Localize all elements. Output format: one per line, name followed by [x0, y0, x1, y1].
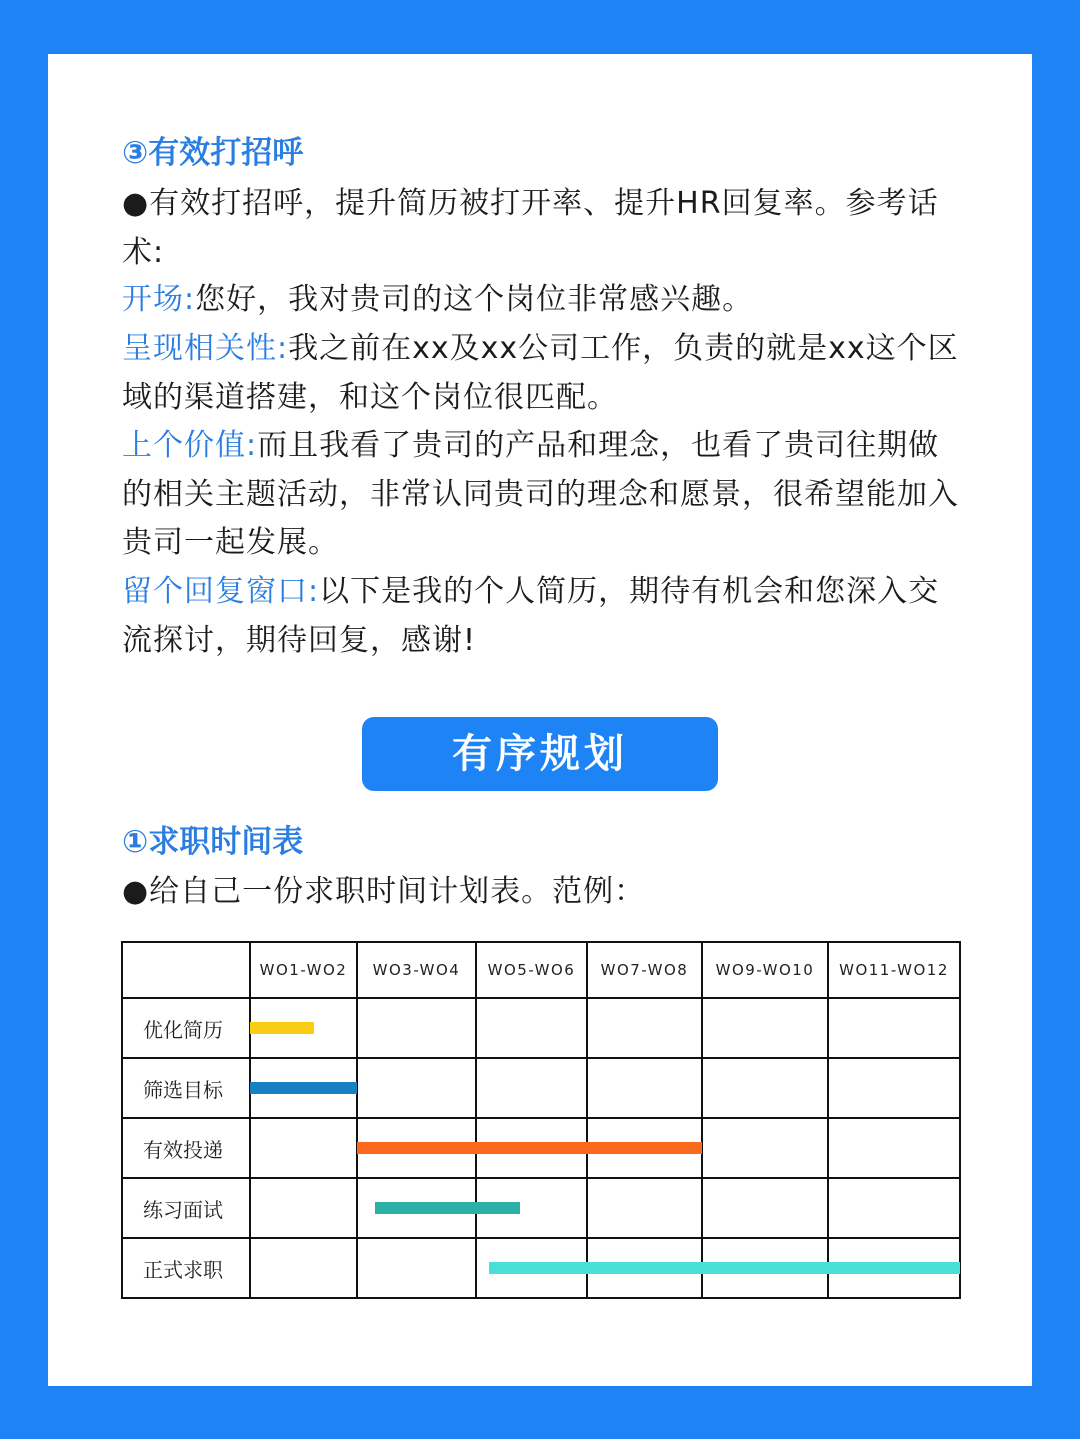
content-card	[48, 54, 1032, 1386]
corner-cell	[122, 942, 250, 998]
value-label: 上个价值:	[122, 428, 258, 463]
column-header: WO5-WO6	[476, 942, 587, 998]
table-row	[122, 1058, 960, 1118]
reply-window-text: 以下是我的个人简历，期待有机会和您深入交流探讨，期待回复，感谢!	[122, 574, 940, 658]
table-row	[122, 1118, 960, 1178]
schedule-header-row	[122, 942, 960, 998]
relevance-line	[122, 325, 962, 422]
greeting-intro: ●有效打招呼，提升简历被打开率、提升HR回复率。参考话术:	[122, 186, 939, 270]
task-name: 正式求职	[122, 1238, 250, 1298]
column-header: WO11-WO12	[828, 942, 960, 998]
task-name: 练习面试	[122, 1178, 250, 1238]
column-header: WO9-WO10	[702, 942, 828, 998]
reply-window-label: 留个回复窗口:	[122, 574, 320, 609]
table-row	[122, 998, 960, 1058]
table-row	[122, 1178, 960, 1238]
greeting-heading: ③有效打招呼	[122, 135, 304, 171]
schedule-intro: ●给自己一份求职时间计划表。范例：	[122, 874, 646, 909]
task-name: 筛选目标	[122, 1058, 250, 1118]
relevance-text: 我之前在xx及xx公司工作，负责的就是xx这个区域的渠道搭建，和这个岗位很匹配。	[122, 331, 959, 415]
reply-window-line	[122, 568, 962, 665]
table-row	[122, 1238, 960, 1298]
schedule-table	[121, 941, 961, 1299]
opening-label: 开场:	[122, 282, 196, 317]
opening-line	[122, 276, 962, 325]
column-header: WO7-WO8	[587, 942, 702, 998]
task-name: 优化简历	[122, 998, 250, 1058]
schedule-heading: ①求职时间表	[122, 824, 304, 860]
section-title-badge: 有序规划	[362, 717, 718, 791]
opening-text: 您好，我对贵司的这个岗位非常感兴趣。	[195, 282, 754, 317]
task-name: 有效投递	[122, 1118, 250, 1178]
column-header: WO3-WO4	[357, 942, 476, 998]
value-line	[122, 422, 962, 568]
value-text: 而且我看了贵司的产品和理念，也看了贵司往期做的相关主题活动，非常认同贵司的理念和愿景，很希望能加入贵司一起发展。	[122, 428, 959, 561]
column-header: WO1-WO2	[250, 942, 357, 998]
relevance-label: 呈现相关性:	[122, 331, 289, 366]
